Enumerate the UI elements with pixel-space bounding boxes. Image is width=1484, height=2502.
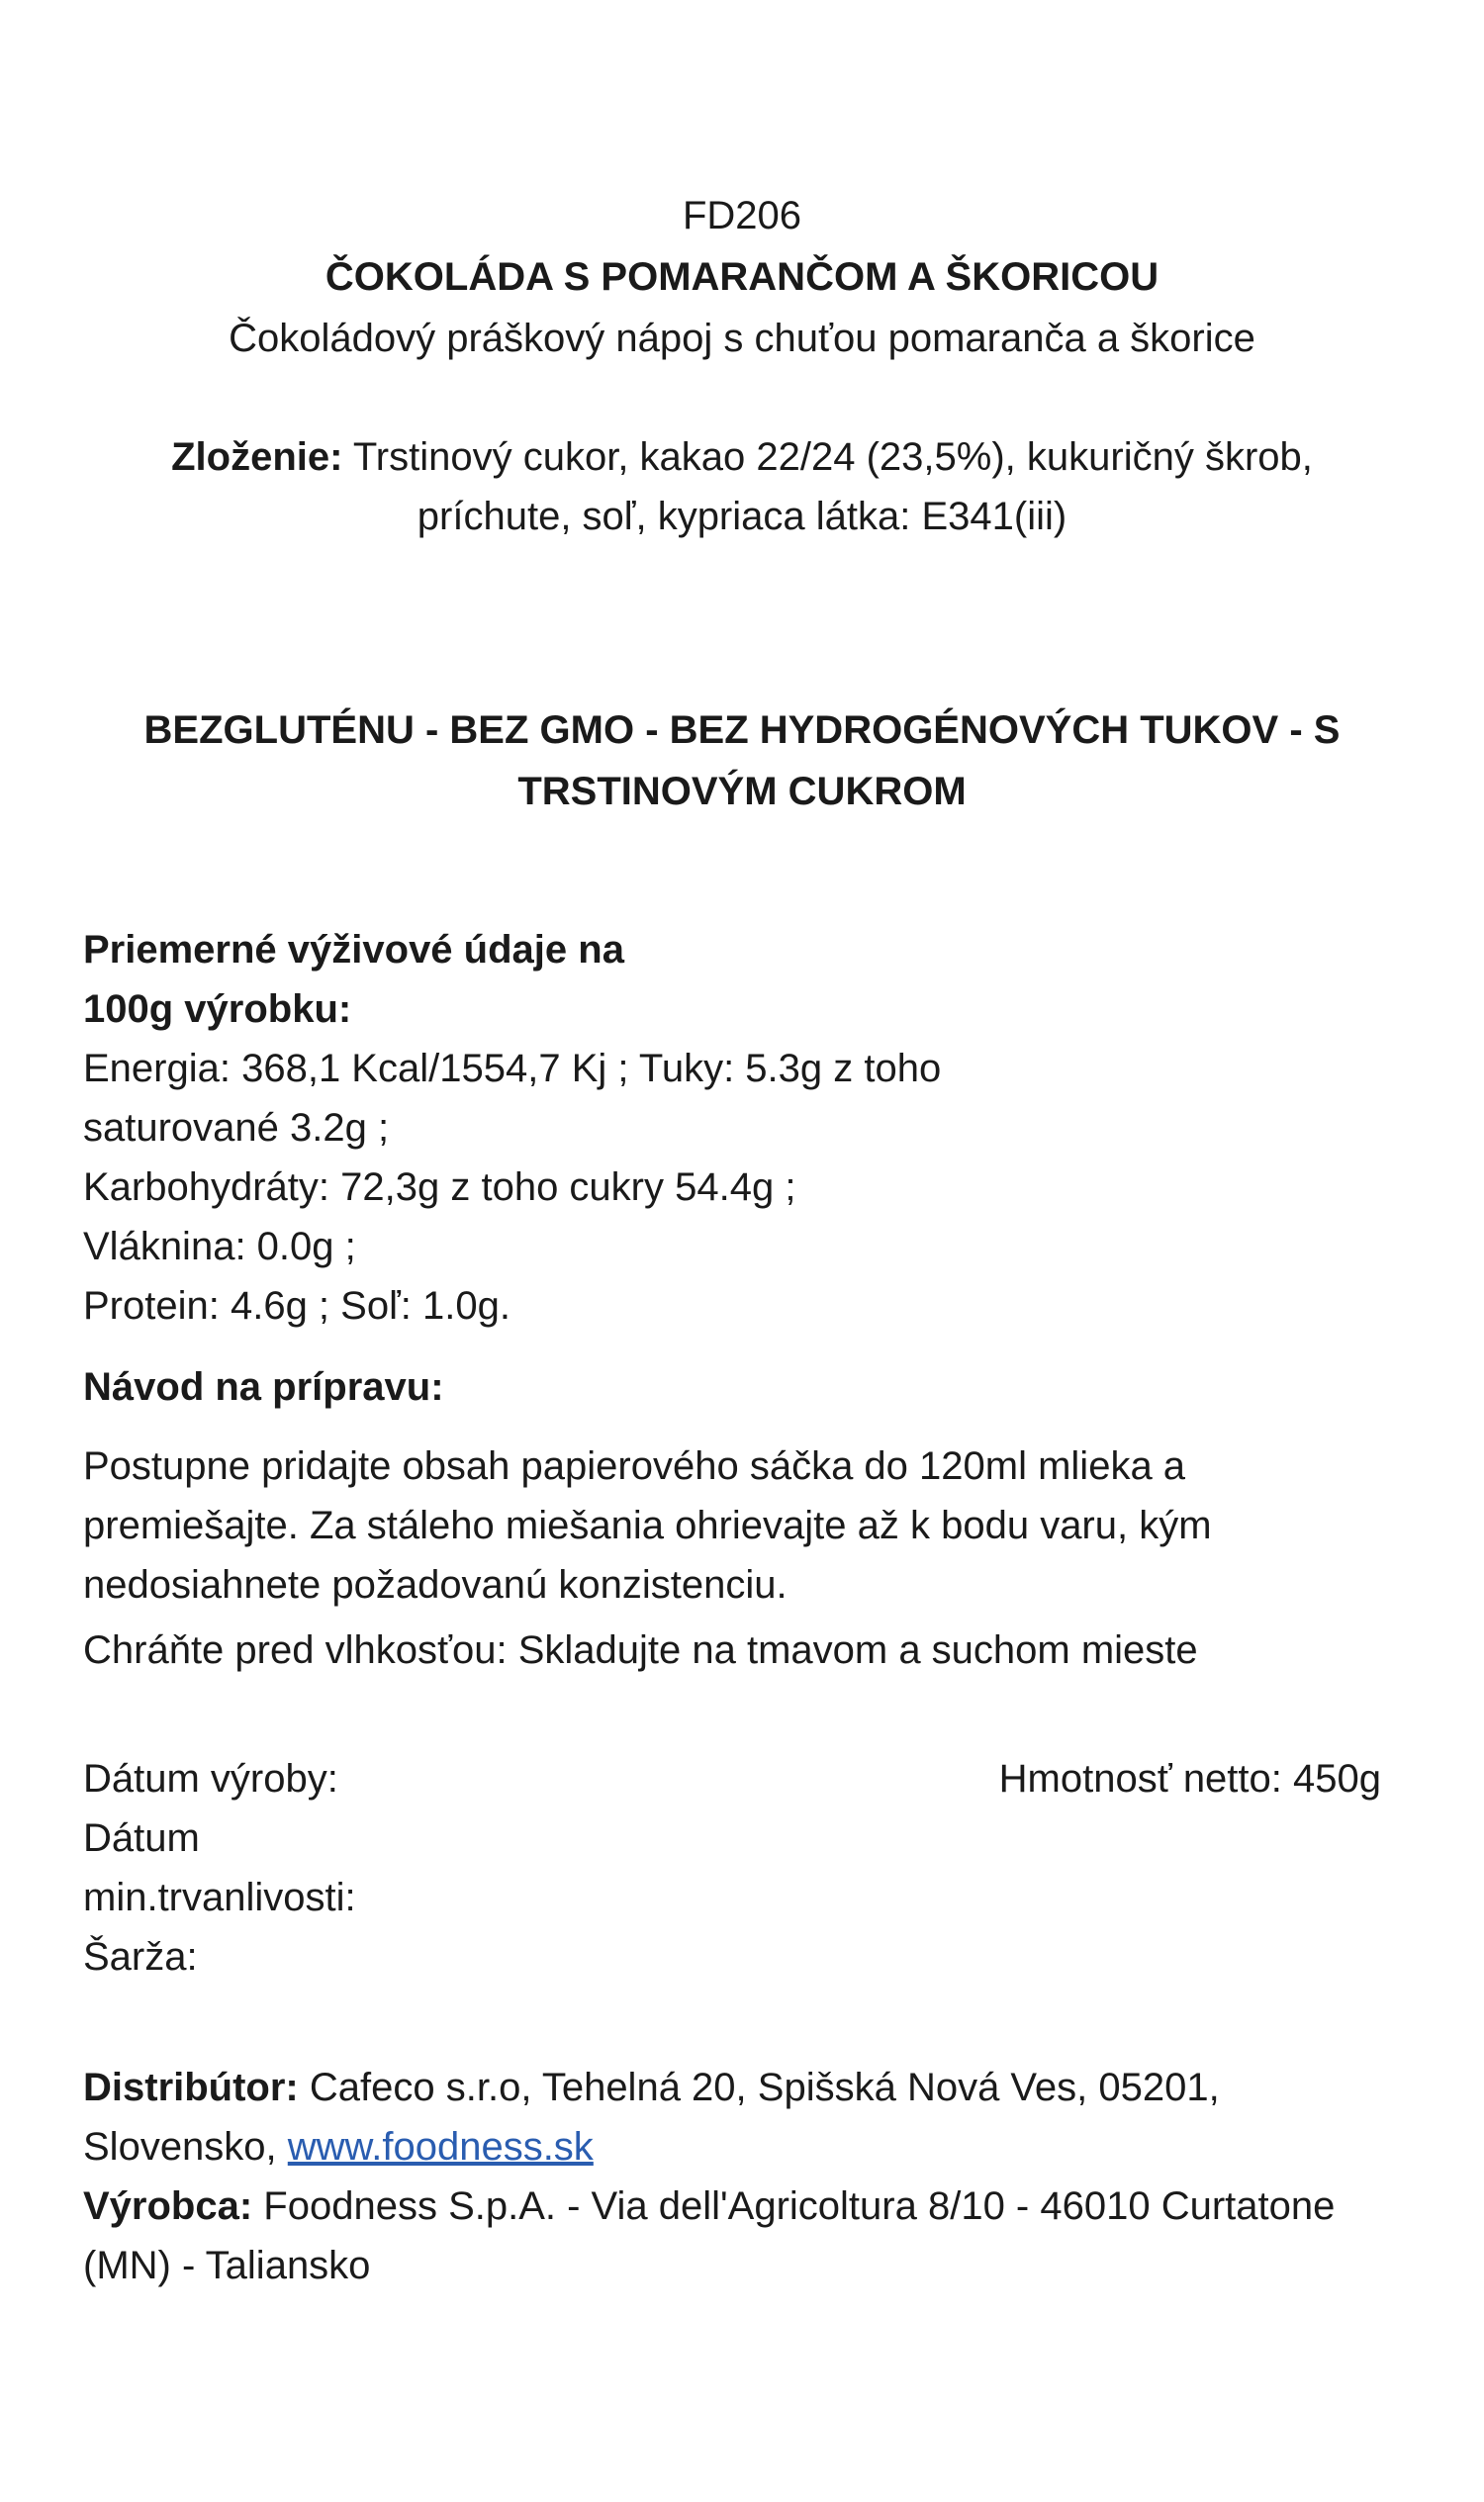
product-code: FD206 xyxy=(682,194,802,237)
claims-line-2: TRSTINOVÝM CUKROM xyxy=(517,770,967,813)
storage-instructions: Chráňte pred vlhkosťou: Skladujte na tmavom a suchom mieste xyxy=(83,1628,1198,1672)
nutrition-line: Vláknina: 0.0g ; xyxy=(83,1225,356,1268)
net-weight: Hmotnosť netto: 450g xyxy=(998,1757,1381,1801)
claims-line-1: BEZGLUTÉNU - BEZ GMO - BEZ HYDROGÉNOVÝCH TUKOV - S xyxy=(143,708,1341,752)
product-title: ČOKOLÁDA S POMARANČOM A ŠKORICOU xyxy=(325,255,1159,299)
production-date-label: Dátum výroby: xyxy=(83,1757,338,1801)
preparation-heading: Návod na prípravu: xyxy=(83,1365,444,1409)
composition-line-2: príchute, soľ, kypriaca látka: E341(iii) xyxy=(417,495,1067,538)
batch-label: Šarža: xyxy=(83,1935,198,1979)
composition-label: Zloženie: xyxy=(171,435,343,479)
manufacturer-line-1 xyxy=(83,2177,1335,2236)
distributor-line-1 xyxy=(83,2058,1220,2117)
expiry-date-label-1: Dátum xyxy=(83,1816,200,1860)
nutrition-line: saturované 3.2g ; xyxy=(83,1106,390,1150)
composition-line-1 xyxy=(0,427,1484,487)
distributor-country: Slovensko, xyxy=(83,2125,288,2169)
expiry-date-label-2: min.trvanlivosti: xyxy=(83,1876,356,1919)
distributor-line-2 xyxy=(83,2117,594,2177)
distributor-label: Distribútor: xyxy=(83,2066,299,2109)
manufacturer-line-2: (MN) - Taliansko xyxy=(83,2244,371,2287)
nutrition-heading-2: 100g výrobku: xyxy=(83,987,352,1031)
preparation-line: nedosiahnete požadovanú konzistenciu. xyxy=(83,1563,788,1607)
nutrition-line: Karbohydráty: 72,3g z toho cukry 54.4g ; xyxy=(83,1165,796,1209)
nutrition-line: Protein: 4.6g ; Soľ: 1.0g. xyxy=(83,1284,510,1328)
distributor-address: Cafeco s.r.o, Tehelná 20, Spišská Nová Ves, 05201, xyxy=(298,2066,1220,2109)
website-link[interactable]: www.foodness.sk xyxy=(287,2125,594,2169)
nutrition-heading-1: Priemerné výživové údaje na xyxy=(83,928,624,972)
product-subtitle: Čokoládový práškový nápoj s chuťou pomaranča a škorice xyxy=(229,317,1255,360)
manufacturer-label: Výrobca: xyxy=(83,2184,253,2228)
preparation-line: premiešajte. Za stáleho miešania ohrievajte až k bodu varu, kým xyxy=(83,1504,1212,1547)
composition-text-1: Trstinový cukor, kakao 22/24 (23,5%), kukuričný škrob, xyxy=(342,435,1313,479)
preparation-line: Postupne pridajte obsah papierového sáčka do 120ml mlieka a xyxy=(83,1444,1186,1488)
manufacturer-address: Foodness S.p.A. - Via dell'Agricoltura 8/10 - 46010 Curtatone xyxy=(252,2184,1336,2228)
nutrition-line: Energia: 368,1 Kcal/1554,7 Kj ; Tuky: 5.3g z toho xyxy=(83,1047,942,1090)
